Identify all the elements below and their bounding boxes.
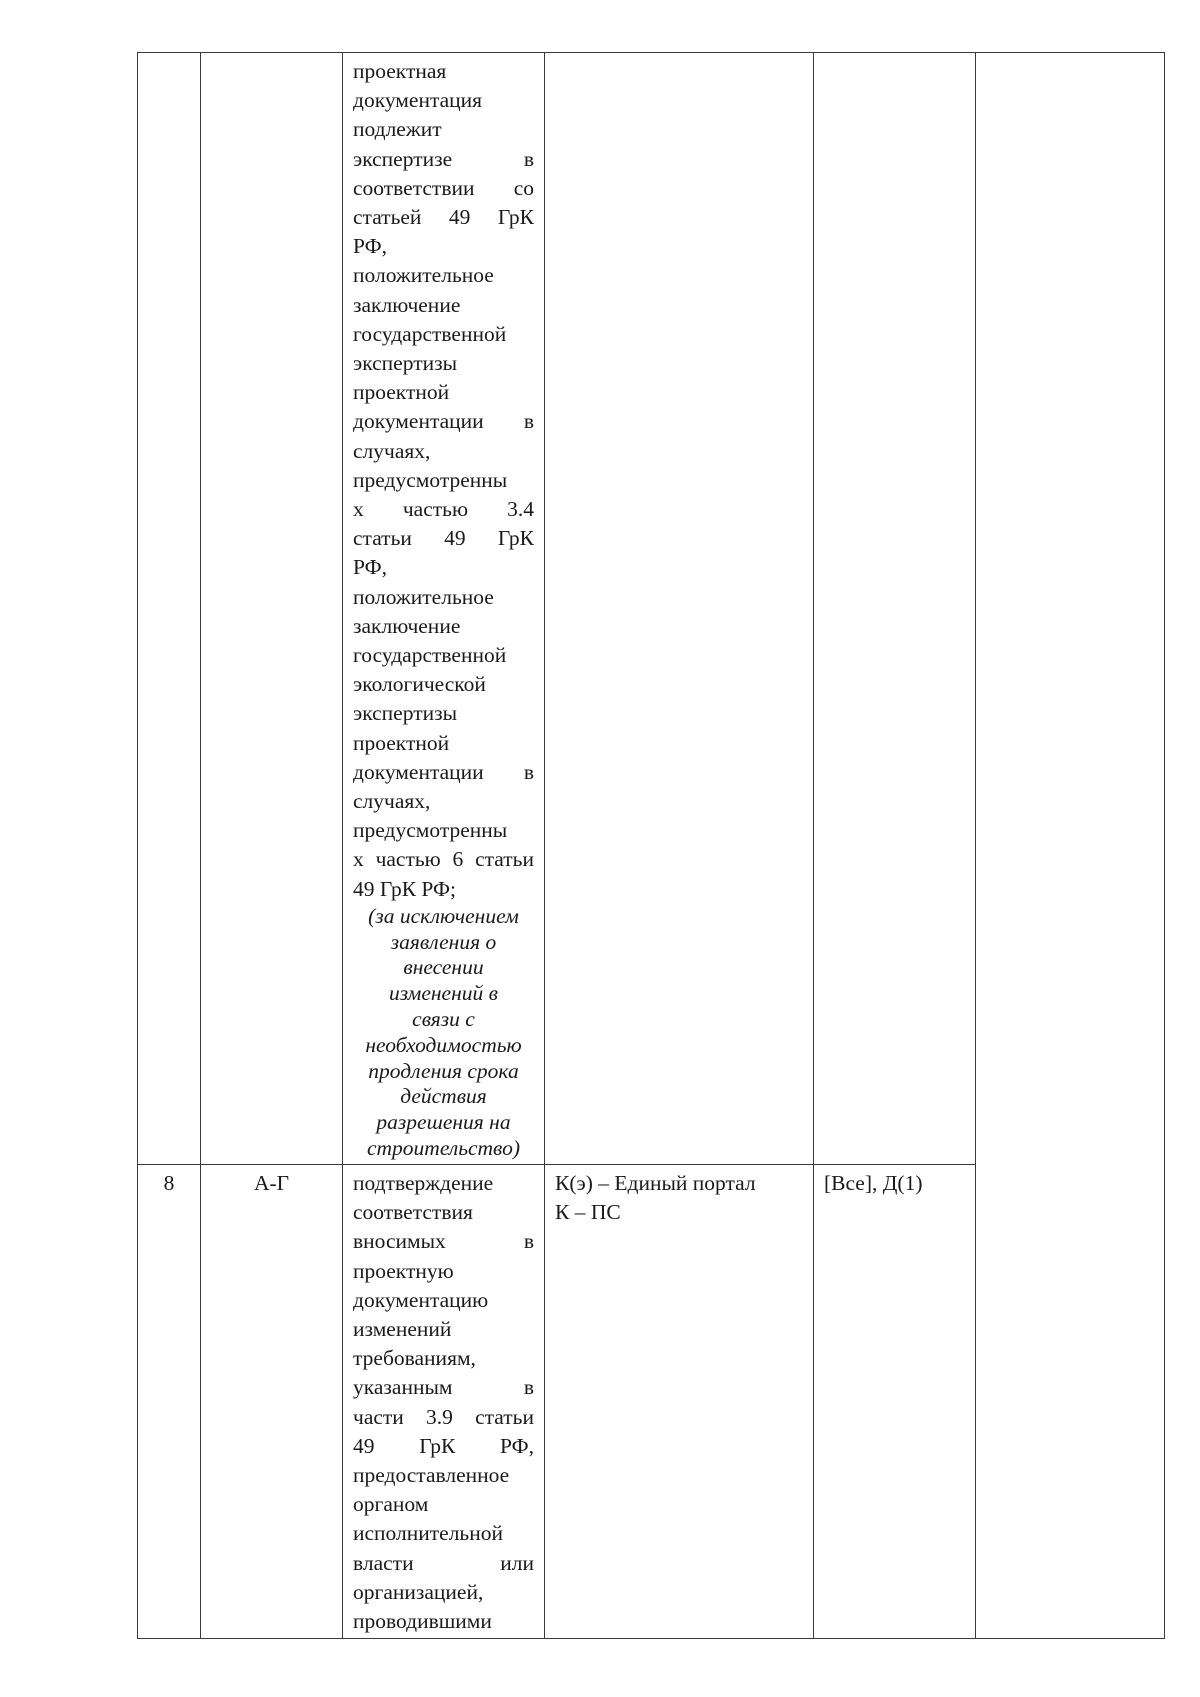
text-line: органом bbox=[353, 1492, 429, 1517]
notes-cell bbox=[976, 53, 1165, 1639]
text-line: соответствии со bbox=[353, 175, 534, 200]
row1-number-cell bbox=[138, 53, 201, 1165]
text-line: заключение bbox=[353, 613, 461, 638]
text-line: РФ, bbox=[353, 234, 387, 259]
row2-document-cell bbox=[343, 1165, 545, 1639]
text-line: исполнительной bbox=[353, 1521, 503, 1546]
text-line: организацией, bbox=[353, 1579, 484, 1604]
note-line: заявления о bbox=[390, 929, 497, 954]
text-line: части 3.9 статьи bbox=[353, 1404, 534, 1429]
text-line: документации в bbox=[353, 759, 534, 784]
text-line: экспертизы bbox=[353, 351, 458, 376]
text-line: 49 ГрК РФ; bbox=[353, 876, 456, 901]
note-line: необходимостью bbox=[365, 1032, 522, 1057]
row1-method-cell bbox=[545, 53, 814, 1165]
text-line: проектной bbox=[353, 380, 450, 405]
text-line: положительное bbox=[353, 584, 494, 609]
text-line: проектная bbox=[353, 59, 447, 83]
row1-category-cell bbox=[201, 53, 343, 1165]
text-line: подтверждение bbox=[353, 1171, 494, 1195]
note-line: (за исключением bbox=[368, 903, 519, 928]
note-line: внесении bbox=[403, 955, 484, 980]
document-table bbox=[137, 52, 1165, 1639]
row2-category-cell: А-Г bbox=[201, 1165, 343, 1639]
text-line: х частью 6 статьи bbox=[353, 847, 534, 872]
text-line: положительное bbox=[353, 263, 494, 288]
text-line: экспертизы bbox=[353, 701, 458, 726]
row1-applicability-cell bbox=[814, 53, 976, 1165]
text-line: документация bbox=[353, 88, 483, 113]
note-line: продления срока bbox=[368, 1058, 519, 1083]
text-line: случаях, bbox=[353, 789, 431, 814]
table-row bbox=[138, 53, 1165, 1165]
text-line: 49 ГрК РФ, bbox=[353, 1433, 534, 1458]
text-line: предусмотренны bbox=[353, 818, 508, 843]
note-line: действия bbox=[400, 1084, 487, 1109]
text-line: подлежит bbox=[353, 117, 442, 142]
text-line: экспертизе в bbox=[353, 146, 534, 171]
text-line: проводившими bbox=[353, 1609, 492, 1634]
text-line: вносимых в bbox=[353, 1229, 534, 1254]
text-line: документацию bbox=[353, 1287, 489, 1312]
row1-document-text bbox=[343, 53, 544, 1164]
note-line: разрешения на bbox=[376, 1110, 511, 1135]
method-line: К(э) – Единый портал bbox=[555, 1171, 756, 1195]
text-line: экологической bbox=[353, 672, 486, 697]
text-line: проектной bbox=[353, 730, 450, 755]
note-line: связи с bbox=[412, 1007, 475, 1032]
method-line: К – ПС bbox=[555, 1200, 621, 1225]
text-line: соответствия bbox=[353, 1200, 473, 1225]
note-line: изменений в bbox=[389, 981, 498, 1006]
text-line: государственной bbox=[353, 321, 507, 346]
note-line: строительство) bbox=[366, 1136, 521, 1161]
text-line: статьи 49 ГрК bbox=[353, 526, 534, 551]
text-line: проектную bbox=[353, 1258, 454, 1283]
text-line: указанным в bbox=[353, 1375, 534, 1400]
text-line: предоставленное bbox=[353, 1463, 510, 1488]
text-line: требованиям, bbox=[353, 1346, 476, 1371]
text-line: документации в bbox=[353, 409, 534, 434]
text-line: изменений bbox=[353, 1317, 452, 1342]
text-line: заключение bbox=[353, 292, 461, 317]
text-line: х частью 3.4 bbox=[353, 497, 534, 522]
text-line: государственной bbox=[353, 643, 507, 668]
text-line: предусмотренны bbox=[353, 467, 508, 492]
row2-method-text bbox=[545, 1165, 813, 1229]
text-line: РФ, bbox=[353, 555, 387, 580]
text-line: статьей 49 ГрК bbox=[353, 205, 534, 230]
text-line: случаях, bbox=[353, 438, 431, 463]
text-line: власти или bbox=[353, 1550, 534, 1575]
row1-document-cell bbox=[343, 53, 545, 1165]
row2-number-cell: 8 bbox=[138, 1165, 201, 1639]
row2-document-text bbox=[343, 1165, 544, 1638]
row2-applicability-cell: [Все], Д(1) bbox=[814, 1165, 976, 1639]
row2-method-cell bbox=[545, 1165, 814, 1639]
